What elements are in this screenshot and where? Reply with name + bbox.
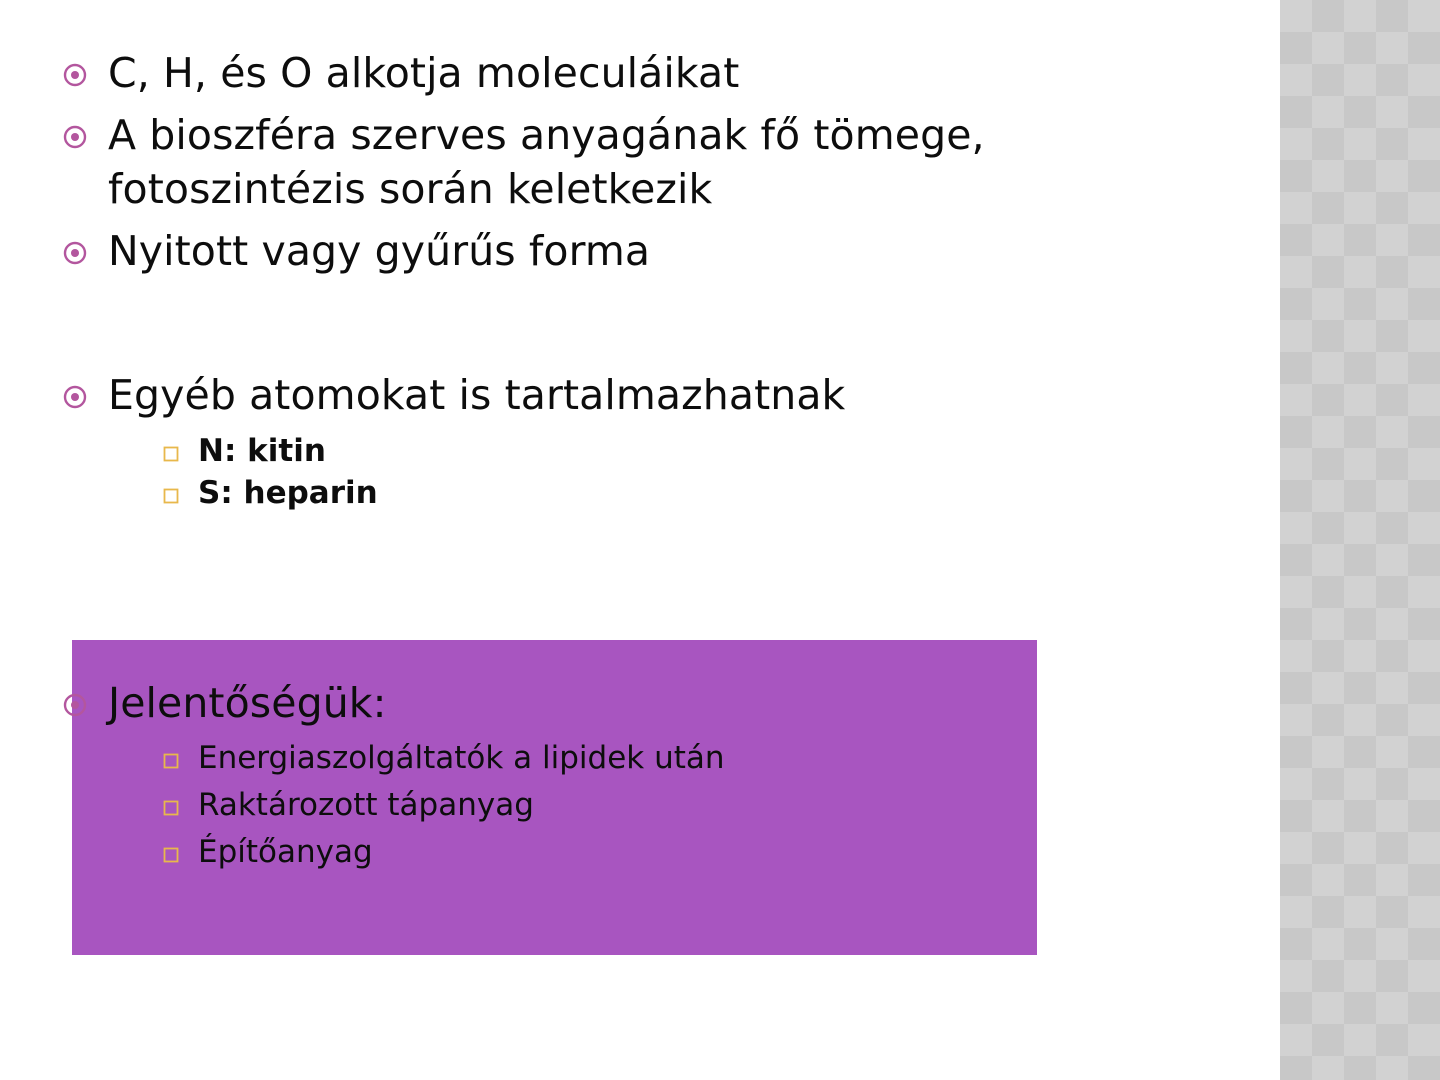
main-bullet-list <box>62 46 1220 514</box>
list-item-text: Nyitott vagy gyűrűs forma <box>108 227 651 276</box>
sub-list-item <box>62 738 1062 779</box>
ring-bullet-icon <box>62 108 108 150</box>
square-bullet-icon <box>162 738 198 770</box>
highlight-heading-text: Jelentőségük: <box>108 679 387 727</box>
list-item <box>62 46 1220 100</box>
square-bullet-icon <box>162 832 198 864</box>
list-item <box>62 368 1220 422</box>
sub-list-item <box>62 431 1220 472</box>
sub-list-item <box>62 832 1062 873</box>
ring-bullet-icon <box>62 676 108 718</box>
ring-bullet-icon <box>62 46 108 88</box>
list-item <box>62 108 1220 216</box>
highlight-section <box>62 640 1062 879</box>
list-item-text: A bioszféra szerves anyagának fő tömege, fotoszintézis során keletkezik <box>108 111 985 214</box>
square-bullet-icon <box>162 431 198 463</box>
list-item <box>62 224 1220 278</box>
list-item-text: Egyéb atomokat is tartalmazhatnak <box>108 371 846 420</box>
list-item-text: C, H, és O alkotja moleculáikat <box>108 49 740 97</box>
square-bullet-icon <box>162 473 198 505</box>
decorative-checkerboard-strip <box>1280 0 1440 1080</box>
list-spacer <box>62 286 1220 368</box>
square-bullet-icon <box>162 785 198 817</box>
ring-bullet-icon <box>62 368 108 410</box>
sub-list-item-text: S: heparin <box>198 475 378 512</box>
sub-list-item <box>62 473 1220 514</box>
sub-list-item-text: Építőanyag <box>198 833 373 870</box>
highlight-list <box>62 676 1062 873</box>
sub-list-item-text: N: kitin <box>198 432 326 469</box>
highlight-heading-item <box>62 676 1062 730</box>
sub-list-item <box>62 785 1062 826</box>
ring-bullet-icon <box>62 224 108 266</box>
sub-list-item-text: Raktározott tápanyag <box>198 787 534 824</box>
sub-list-item-text: Energiaszolgáltatók a lipidek után <box>198 740 725 777</box>
